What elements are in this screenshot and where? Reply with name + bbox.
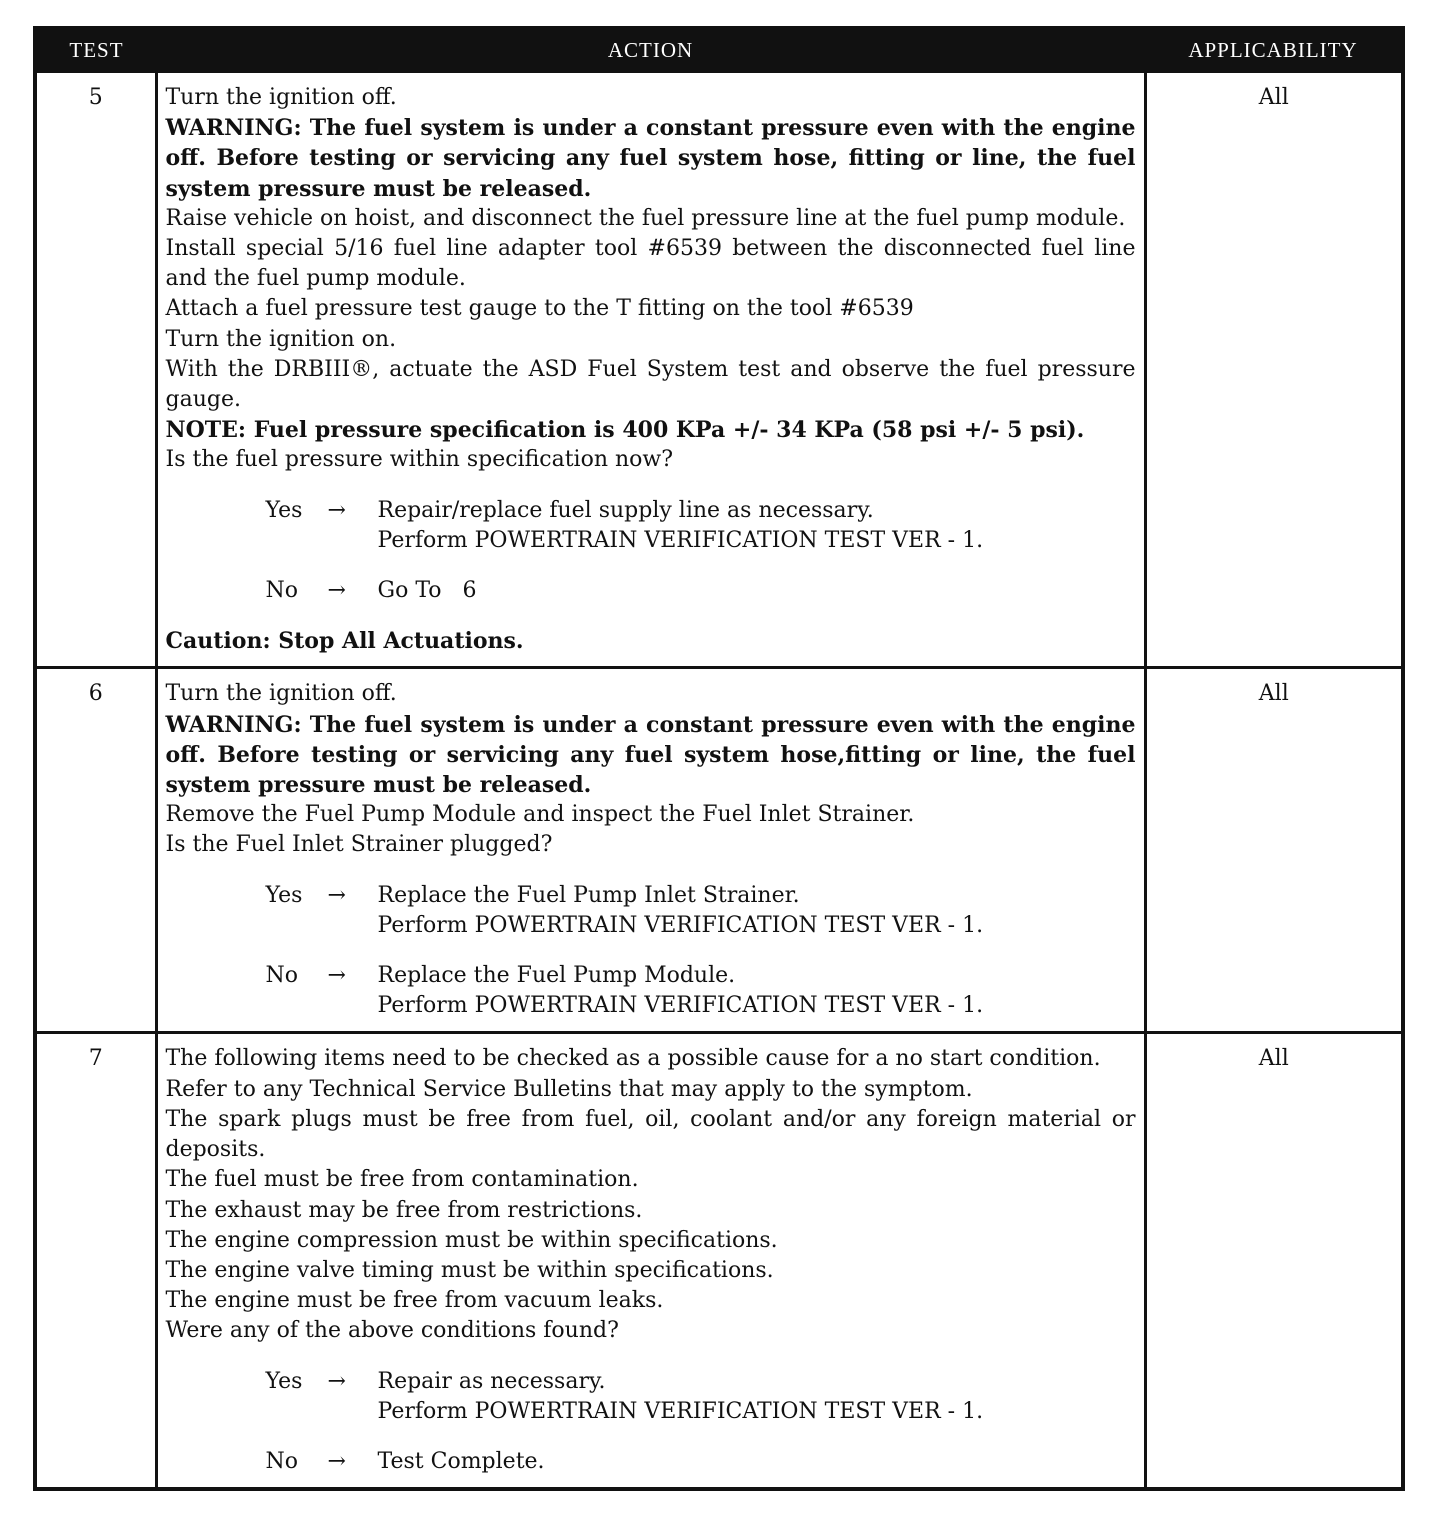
action-cell (156, 72, 1145, 668)
yes-label: Yes (265, 1368, 303, 1394)
action-line: The fuel must be free from contamination. (165, 1167, 639, 1193)
arrow-right-icon: → (327, 497, 346, 523)
no-label: No (265, 1448, 298, 1474)
test-number: 5 (35, 72, 156, 668)
question-text: Were any of the above conditions found? (165, 1318, 619, 1344)
question-text: Is the Fuel Inlet Strainer plugged? (165, 832, 553, 858)
warning-text: WARNING: The fuel system is under a constant pressure even with the engine off. Before testing or servicing any fuel system hose,fitting or line, the fuel system pressure must be released. (165, 711, 1136, 799)
table-row (35, 668, 1403, 1033)
action-line: Remove the Fuel Pump Module and inspect the Fuel Inlet Strainer. (165, 802, 915, 828)
result-line: Perform POWERTRAIN VERIFICATION TEST VER - 1. (377, 527, 984, 553)
action-line: Turn the ignition off. (165, 681, 397, 707)
note-text: NOTE: Fuel pressure specification is 400 KPa +/- 34 KPa (58 psi +/- 5 psi). (165, 417, 1085, 444)
no-branch (266, 961, 1136, 1021)
applicability-value: All (1145, 72, 1403, 668)
no-branch (266, 576, 1136, 606)
header-test: TEST (35, 28, 156, 72)
action-line: The exhaust may be free from restrictions. (165, 1197, 643, 1223)
action-line: The engine compression must be within specifications. (165, 1227, 778, 1253)
action-line: Attach a fuel pressure test gauge to the T fitting on the tool #6539 (165, 296, 914, 322)
result-line: Test Complete. (377, 1448, 545, 1474)
result-line: Replace the Fuel Pump Module. (377, 963, 736, 989)
action-line: Refer to any Technical Service Bulletins that may apply to the symptom. (165, 1076, 973, 1102)
arrow-right-icon: → (327, 1448, 346, 1474)
yes-label: Yes (265, 497, 303, 523)
result-line: Repair/replace fuel supply line as necessary. (377, 497, 874, 523)
test-number: 7 (35, 1033, 156, 1489)
yes-branch (266, 1367, 1136, 1427)
header-action: ACTION (156, 28, 1145, 72)
table-row (35, 72, 1403, 668)
action-line: Turn the ignition on. (165, 326, 397, 352)
warning-text: WARNING: The fuel system is under a constant pressure even with the engine off. Before testing or servicing any fuel system hose, fitting or line, the fuel system pressure must be released. (165, 115, 1136, 202)
yes-result (378, 496, 1136, 556)
result-line: Perform POWERTRAIN VERIFICATION TEST VER - 1. (377, 1398, 984, 1424)
diagnostic-sheet (33, 26, 1401, 1491)
yes-result (378, 1367, 1136, 1427)
arrow-right-icon: → (327, 963, 346, 989)
table-row (35, 1033, 1403, 1489)
yes-branch (266, 496, 1136, 556)
result-line: Replace the Fuel Pump Inlet Strainer. (377, 882, 800, 908)
action-cell (156, 668, 1145, 1033)
action-line: The spark plugs must be free from fuel, oil, coolant and/or any foreign material or deposits. (165, 1106, 1136, 1163)
result-line: Perform POWERTRAIN VERIFICATION TEST VER - 1. (377, 993, 984, 1019)
action-line: Turn the ignition off. (165, 85, 397, 110)
no-label: No (265, 578, 298, 604)
no-result (378, 961, 1136, 1021)
diagnostic-table (33, 26, 1405, 1491)
question-text: Is the fuel pressure within specification now? (165, 447, 674, 473)
caution-text: Caution: Stop All Actuations. (165, 628, 524, 655)
header-applicability: APPLICABILITY (1145, 28, 1403, 72)
yes-result (378, 881, 1136, 941)
applicability-value: All (1145, 1033, 1403, 1489)
yes-label: Yes (265, 882, 303, 908)
applicability-value: All (1145, 668, 1403, 1033)
test-number: 6 (35, 668, 156, 1033)
arrow-right-icon: → (327, 578, 346, 604)
table-header-row (35, 28, 1403, 72)
action-line: The engine valve timing must be within specifications. (165, 1257, 774, 1283)
action-line: Raise vehicle on hoist, and disconnect the fuel pressure line at the fuel pump module. (165, 205, 1126, 231)
action-line: Install special 5/16 fuel line adapter tool #6539 between the disconnected fuel line and the fuel pump module. (165, 236, 1136, 292)
no-result (378, 576, 1136, 606)
action-cell (156, 1033, 1145, 1489)
action-line: The engine must be free from vacuum leaks. (165, 1288, 664, 1314)
no-result (378, 1447, 1136, 1477)
arrow-right-icon: → (327, 1368, 346, 1394)
yes-branch (266, 881, 1136, 941)
result-line: Repair as necessary. (377, 1368, 606, 1394)
result-line: Perform POWERTRAIN VERIFICATION TEST VER - 1. (377, 912, 984, 938)
arrow-right-icon: → (327, 882, 346, 908)
action-line: The following items need to be checked as a possible cause for a no start condition. (165, 1046, 1101, 1072)
no-label: No (265, 963, 298, 989)
action-line: With the DRBIII®, actuate the ASD Fuel System test and observe the fuel pressure gauge. (165, 356, 1136, 413)
no-branch (266, 1447, 1136, 1477)
result-line: Go To 6 (377, 578, 477, 604)
